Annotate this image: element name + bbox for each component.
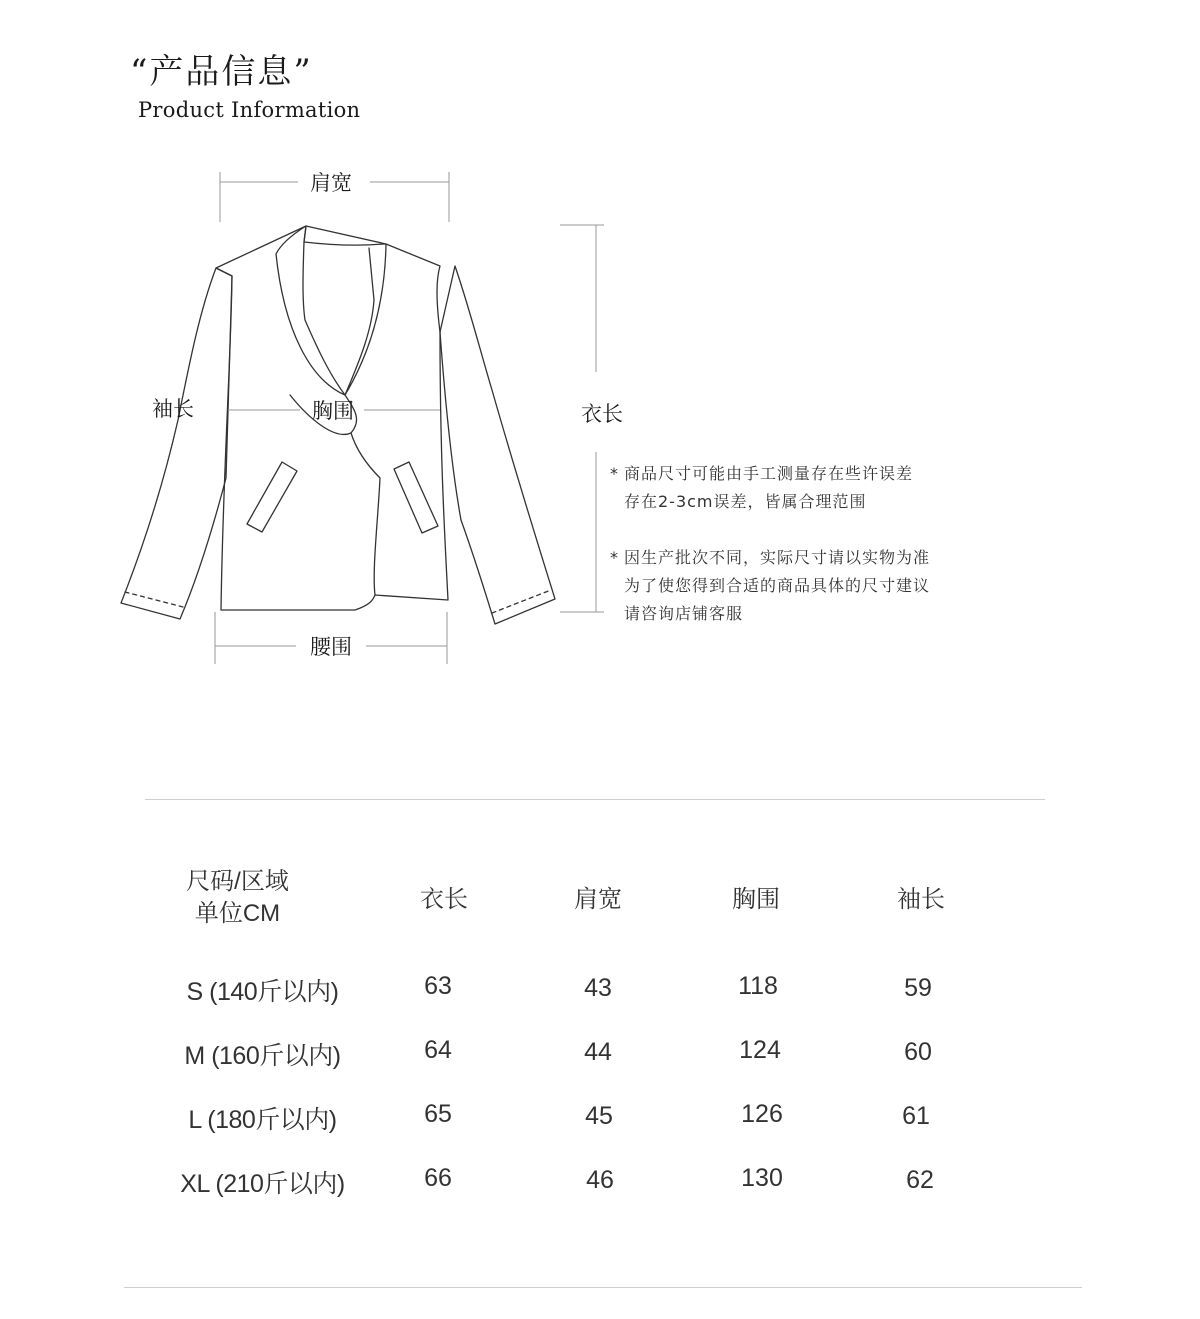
right-sleeve-outline <box>440 266 555 624</box>
value-cell: 45 <box>585 1102 613 1130</box>
size-cell: L (180斤以内) <box>188 1106 337 1134</box>
value-cell: 44 <box>584 1038 612 1066</box>
size-cell: S (140斤以内) <box>186 978 339 1006</box>
note-line: 因生产批次不同，实际尺寸请以实物为准 <box>624 548 931 567</box>
note-bullet: * <box>610 464 619 483</box>
value-cell: 60 <box>904 1038 932 1066</box>
lapel-overlap <box>345 395 380 595</box>
column-header: 胸围 <box>732 886 780 913</box>
batch-note <box>610 544 930 628</box>
collar-outline <box>276 226 345 395</box>
sleeve-label: 袖长 <box>152 397 194 421</box>
size-cell: M (160斤以内) <box>184 1042 341 1070</box>
measurement-note <box>610 460 913 516</box>
length-label: 衣长 <box>581 402 623 426</box>
left-cuff-stitch <box>125 592 183 607</box>
value-cell: 62 <box>906 1166 934 1194</box>
size-header-line: 尺码/区域 <box>186 868 289 895</box>
note-line: 商品尺寸可能由手工测量存在些许误差 <box>624 464 914 483</box>
note-line: 存在2-3cm误差，皆属合理范围 <box>624 492 867 511</box>
right-pocket <box>394 462 438 533</box>
unit-header-line: 单位CM <box>194 900 281 927</box>
value-cell: 66 <box>424 1164 452 1192</box>
waist-label: 腰围 <box>310 635 352 659</box>
shoulder-label: 肩宽 <box>310 171 352 195</box>
value-cell: 130 <box>741 1164 783 1192</box>
value-cell: 63 <box>424 972 452 1000</box>
chest-label: 胸围 <box>312 399 354 423</box>
column-header: 衣长 <box>420 886 468 913</box>
left-pocket <box>247 462 297 532</box>
value-cell: 126 <box>741 1100 783 1128</box>
note-line: 请咨询店铺客服 <box>624 604 744 623</box>
value-cell: 46 <box>586 1166 614 1194</box>
size-cell: XL (210斤以内) <box>180 1170 345 1198</box>
value-cell: 124 <box>739 1036 781 1064</box>
value-cell: 59 <box>904 974 932 1002</box>
value-cell: 61 <box>902 1102 930 1130</box>
column-header: 袖长 <box>897 886 945 913</box>
size-column-header <box>160 866 315 930</box>
value-cell: 118 <box>738 972 778 1000</box>
value-cell: 43 <box>584 974 612 1002</box>
collar-right-outline <box>304 226 386 395</box>
left-sleeve-outline <box>121 268 232 619</box>
value-cell: 65 <box>424 1100 452 1128</box>
bottom-divider <box>124 1287 1082 1288</box>
page-title: “产品信息” <box>130 52 313 92</box>
divider <box>145 799 1045 800</box>
column-header: 肩宽 <box>574 886 622 913</box>
note-bullet: * <box>610 548 619 567</box>
right-cuff-stitch <box>492 590 551 613</box>
value-cell: 64 <box>424 1036 452 1064</box>
note-line: 为了使您得到合适的商品具体的尺寸建议 <box>624 576 931 595</box>
page-subtitle: Product Information <box>138 98 361 122</box>
